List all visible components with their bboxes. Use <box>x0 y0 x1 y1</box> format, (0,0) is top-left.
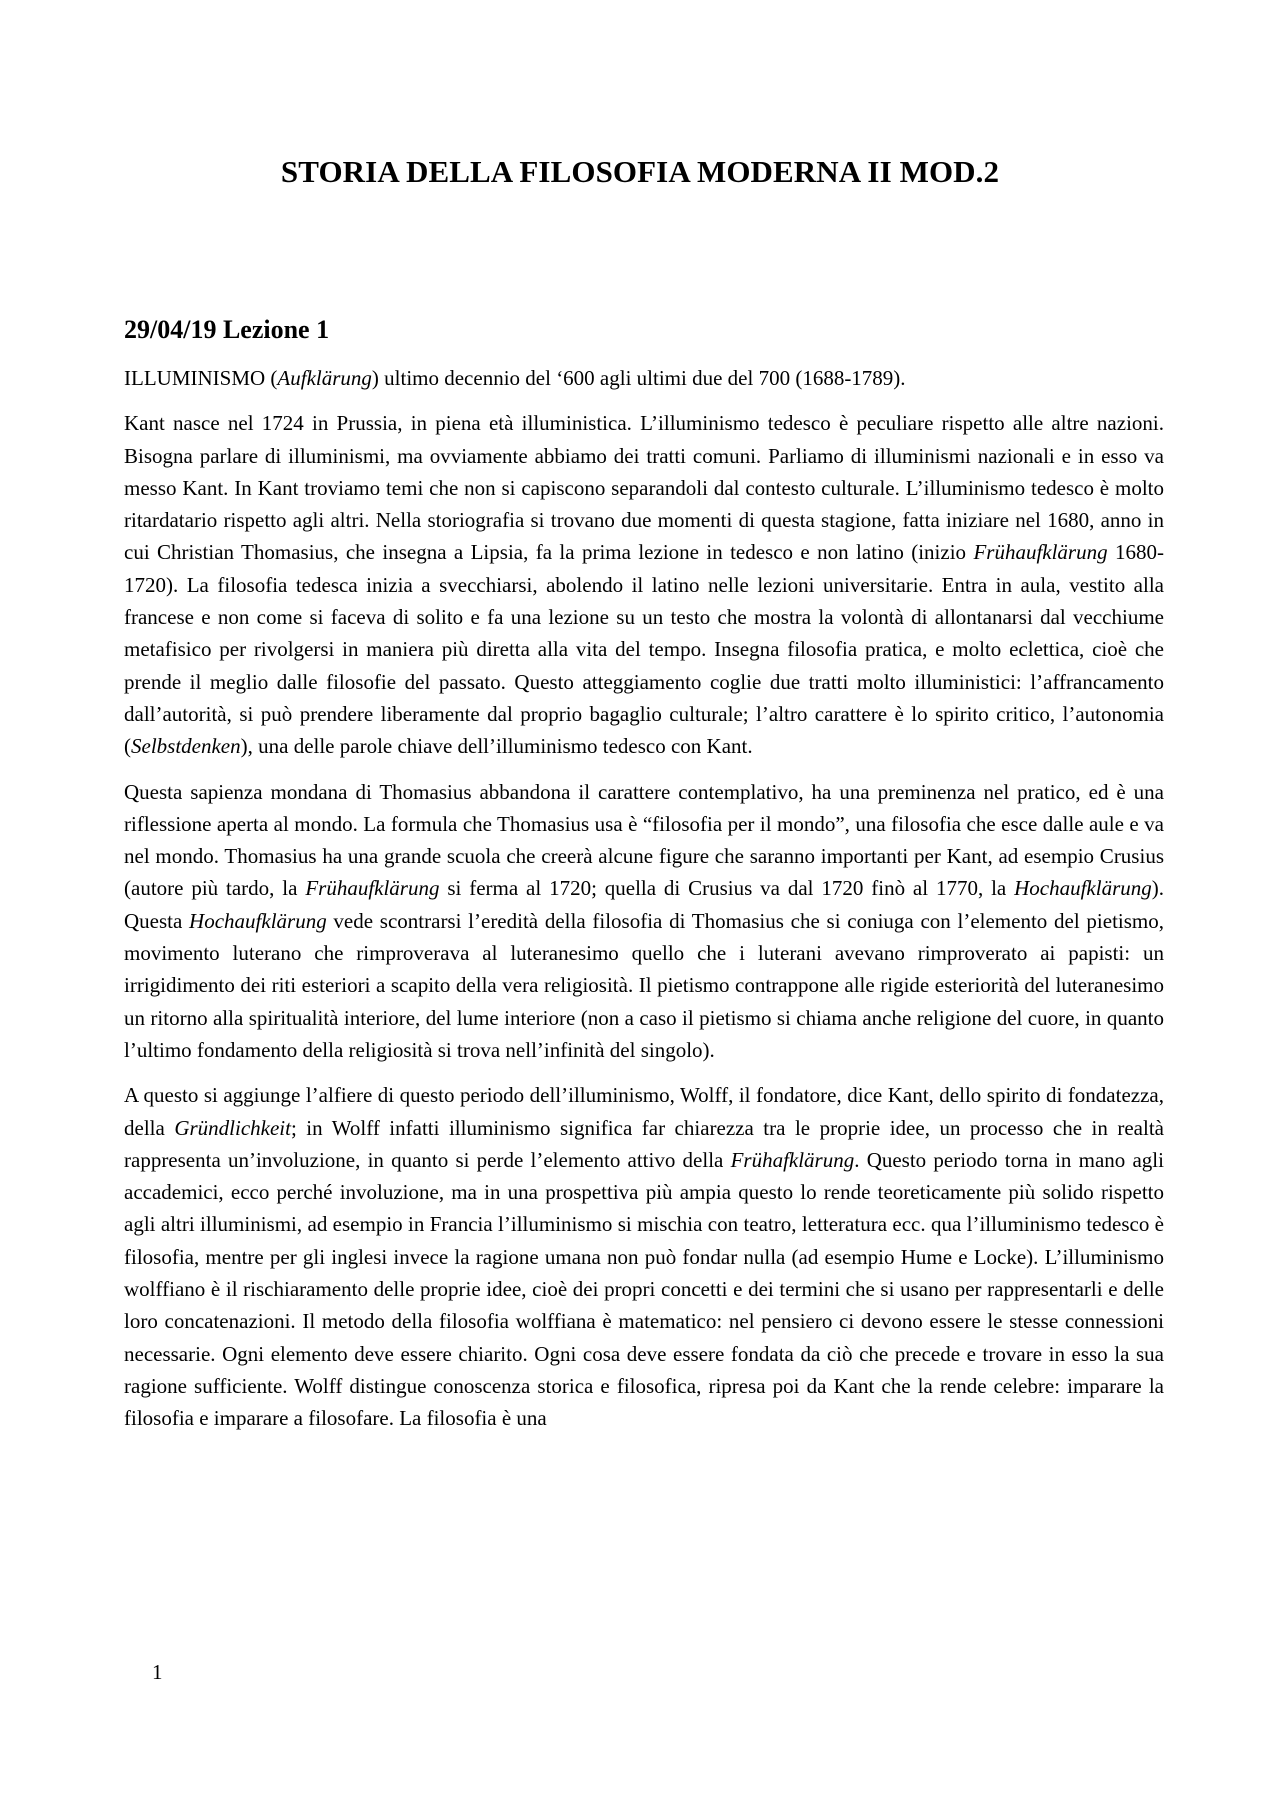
document-body <box>124 312 1164 1448</box>
paragraph-3-text: vede scontrarsi l’eredità della filosofia di Thomasius che si coniuga con l’elemento del pietismo, movimento luterano che rimproverava al luteranesimo quello che i luterani avevano rimproverato ai papisti: un irrigidimento dei riti esteriori a scapito della vera religiosità. Il pietismo contrappone alle rigide esteriorità del luteranesimo un ritorno alla spiritualità interiore, del lume interiore (non a caso il pietismo si chiama anche religione del cuore, in quanto l’ultimo fondamento della religiosità si trova nell’infinità del singolo). <box>124 908 1164 1062</box>
paragraph-1-text: ILLUMINISMO ( <box>124 366 278 390</box>
paragraph-2-term-selbstdenken: Selbstdenken <box>131 734 241 759</box>
paragraph-2-text: Kant nasce nel 1724 in Prussia, in piena età illuministica. L’illuminismo tedesco è peculiare rispetto alle altre nazioni. Bisogna parlare di illuminismi, ma ovviamente abbiamo dei tratti comuni. Parliamo di illuminismi nazionali e in esso va messo Kant. In Kant troviamo temi che non si capiscono separandoli dal contesto culturale. L’illuminismo tedesco è molto ritardatario rispetto agli altri. Nella storiografia si trovano due momenti di questa stagione, fatta iniziare nel 1680, anno in cui Christian Thomasius, che insegna a Lipsia, fa la prima lezione in tedesco e non latino (inizio <box>124 411 1164 565</box>
paragraph-4-text: ; in Wolff infatti illuminismo significa far chiarezza tra le proprie idee, un processo che in realtà rappresenta un’involuzione, in quanto si perde l’elemento attivo della <box>124 1115 1164 1172</box>
paragraph-3-text: ). Questa <box>124 876 1164 933</box>
paragraph-1-text: ) ultimo decennio del ‘600 agli ultimi due del 700 (1688-1789). <box>371 366 906 390</box>
paragraph-2 <box>124 407 1164 762</box>
paragraph-4-text: A questo si aggiunge l’alfiere di questo periodo dell’illuminismo, Wolff, il fondatore, dice Kant, dello spirito di fondatezza, della <box>124 1083 1164 1140</box>
paragraph-1 <box>124 362 1164 394</box>
paragraph-2-text: 1680-1720). La filosofia tedesca inizia a svecchiarsi, abolendo il latino nelle lezioni universitarie. Entra in aula, vestito alla francese e non come si faceva di solito e fa una lezione su un testo che mostra la volontà di allontanarsi dal vecchiume metafisico per rivolgersi in maniera più diretta alla vita del tempo. Insegna filosofia pratica, e molto eclettica, cioè che prende il meglio dalle filosofie del passato. Questo atteggiamento coglie due tratti molto illuministici: l’affrancamento dall’autorità, si può prendere liberamente dal proprio bagaglio culturale; l’altro carattere è lo spirito critico, l’autonomia ( <box>124 540 1164 759</box>
paragraph-3 <box>124 776 1164 1067</box>
paragraph-4-term-fruhafklarung: Frühafklärung <box>730 1147 855 1172</box>
paragraph-3-text: si ferma al 1720; quella di Crusius va dal 1720 finò al 1770, la <box>439 876 1015 901</box>
document-title: STORIA DELLA FILOSOFIA MODERNA II MOD.2 <box>280 154 1000 189</box>
lesson-heading: 29/04/19 Lezione 1 <box>124 315 330 344</box>
paragraph-4-term-grundlichkeit: Gründlichkeit <box>174 1115 291 1140</box>
paragraph-3-text: Questa sapienza mondana di Thomasius abbandona il carattere contemplativo, ha una preminenza nel pratico, ed è una riflessione aperta al mondo. La formula che Thomasius usa è “filosofia per il mondo”, una filosofia che esce dalle aule e va nel mondo. Thomasius ha una grande scuola che creerà alcune figure che saranno importanti per Kant, ad esempio Crusius (autore più tardo, la <box>124 779 1164 901</box>
paragraph-3-term-hochaufklarung: Hochaufklärung <box>189 908 327 933</box>
paragraph-3-term-hochaufklarung: Hochaufklärung <box>1014 876 1152 901</box>
paragraph-2-term-fruhaufklarung: Frühaufklärung <box>973 540 1108 565</box>
paragraph-2-text: ), una delle parole chiave dell’illuminismo tedesco con Kant. <box>240 734 753 759</box>
page-number: 1 <box>152 1660 163 1684</box>
paragraph-1-term-aufklarung: Aufklärung <box>277 366 372 390</box>
paragraph-3-term-fruhaufklarung: Frühaufklärung <box>305 876 440 901</box>
paragraph-4-text: . Questo periodo torna in mano agli accademici, ecco perché involuzione, ma in una prospettiva più ampia questo lo rende teoreticamente più solido rispetto agli altri illuminismi, ad esempio in Francia l’illuminismo si mischia con teatro, letteratura ecc. qua l’illuminismo tedesco è filosofia, mentre per gli inglesi invece la ragione umana non può fondar nulla (ad esempio Hume e Locke). L’illuminismo wolffiano è il rischiaramento delle proprie idee, cioè dei propri concetti e dei termini che si usano per rappresentarli e delle loro concatenazioni. Il metodo della filosofia wolffiana è matematico: nel pensiero ci devono essere le stesse connessioni necessarie. Ogni elemento deve essere chiarito. Ogni cosa deve essere fondata da ciò che precede e trovare in esso la sua ragione sufficiente. Wolff distingue conoscenza storica e filosofica, ripresa poi da Kant che la rende celebre: imparare la filosofia e imparare a filosofare. La filosofia è una <box>124 1147 1164 1431</box>
paragraph-4 <box>124 1079 1164 1434</box>
